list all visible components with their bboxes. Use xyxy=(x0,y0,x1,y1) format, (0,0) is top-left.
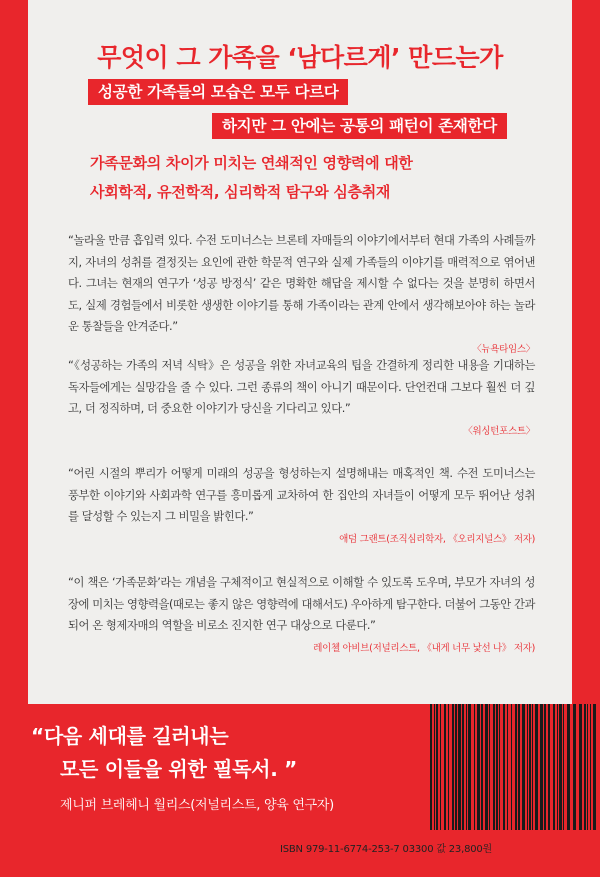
footer-quote-line-1: “다음 세대를 길러내는 xyxy=(31,724,229,748)
review-quote: “어린 시절의 뿌리가 어떻게 미래의 성공을 형성하는지 설명해내는 매혹적인 책. 수전 도미너스는 풍부한 이야기와 사회과학 연구를 흥미롭게 교차하여 한 집안의 자녀들이 어떻게 모두 뛰어난 성취를 달성할 수 있는지 그 비밀을 밝힌다.” xyxy=(68,467,535,523)
subtitle-line-2: 사회학적, 유전학적, 심리학적 탐구와 심층취재 xyxy=(90,183,391,201)
review-source: 〈뉴욕타임스〉 xyxy=(472,343,535,355)
footer-quote-line-2: 모든 이들을 위한 필독서. ” xyxy=(60,757,297,781)
footer-quote xyxy=(31,720,297,786)
review-source: 애덤 그랜트(조직심리학자, 《오리지널스》 저자) xyxy=(339,533,535,545)
isbn-price: ISBN 979-11-6774-253-7 03300 값 23,800원 xyxy=(280,844,493,855)
content-panel xyxy=(28,0,572,704)
review-quote: “《성공하는 가족의 저녁 식탁》은 성공을 위한 자녀교육의 팁을 간결하게 정리한 내용을 기대하는 독자들에게는 실망감을 줄 수 있다. 그런 종류의 책이 아니기 때문이다. 단언컨대 그보다 훨씬 더 깊고, 더 정직하며, 더 중요한 이야기가 당신을 기다리고 있다.” xyxy=(68,359,535,415)
review-3 xyxy=(68,463,535,545)
review-source: 레이첼 아비브(저널리스트, 《내게 너무 낯선 나》 저자) xyxy=(313,642,535,654)
headline: 무엇이 그 가족을 ‘남다르게’ 만드는가 xyxy=(97,43,503,72)
subtitle-line-1: 가족문화의 차이가 미치는 연쇄적인 영향력에 대한 xyxy=(90,154,413,172)
review-quote: “놀라울 만큼 흡입력 있다. 수전 도미너스는 브론테 자매들의 이야기에서부터 현대 가족의 사례들까지, 자녀의 성취를 결정짓는 요인에 관한 학문적 연구와 실제 가족들의 이야기를 매력적으로 엮어낸다. 그녀는 현재의 연구가 ‘성공 방정식’ 같은 명확한 해답을 제시할 수 없다는 것을 분명히 하면서도, 실제 경험들에서 비롯한 생생한 이야기를 통해 가족이라는 관계 안에서 생각해보아야 하는 놀라운 통찰들을 안겨준다.” xyxy=(68,234,535,333)
tagline-bar-2: 하지만 그 안에는 공통의 패턴이 존재한다 xyxy=(212,113,507,139)
review-source: 〈워싱턴포스트〉 xyxy=(463,425,535,437)
review-2 xyxy=(68,355,535,437)
review-quote: “이 책은 ‘가족문화’라는 개념을 구체적이고 현실적으로 이해할 수 있도록 도우며, 부모가 자녀의 성장에 미치는 영향력을(때로는 좋지 않은 영향력에 대해서도) 우아하게 탐구한다. 더불어 그동안 간과되어 온 형제자매의 역할을 비로소 진지한 연구 대상으로 다룬다.” xyxy=(68,576,535,632)
footer-quote-author: 제니퍼 브레헤니 월리스(저널리스트, 양육 연구자) xyxy=(60,798,334,813)
review-1 xyxy=(68,230,535,355)
review-4 xyxy=(68,572,535,654)
tagline-bar-1: 성공한 가족들의 모습은 모두 다르다 xyxy=(88,79,348,105)
